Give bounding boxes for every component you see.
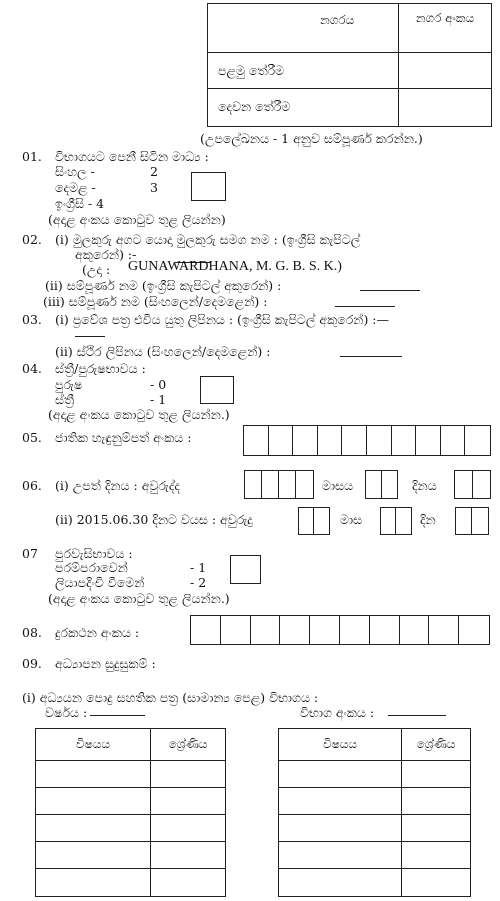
q01-code-sinhala: 2 — [150, 164, 158, 179]
q04-code-female: - 1 — [150, 392, 167, 407]
subject-cell[interactable] — [36, 761, 151, 788]
ol-results-table-right — [278, 728, 471, 897]
nic-number-boxes[interactable] — [243, 425, 491, 456]
first-choice-label: පළමු තේරීම — [218, 63, 285, 78]
q02-iii: (iii) සම්පූර්ණ නම (සිංහලෙන්/දෙමළෙන්) : — [43, 294, 268, 309]
grade-cell[interactable] — [402, 869, 471, 897]
grade-cell[interactable] — [402, 761, 471, 788]
subject-cell[interactable] — [36, 788, 151, 815]
q05-label: ජාතික හැඳුනුම්පත් අංකය : — [55, 430, 192, 445]
q02-example-prefix: (උදා : — [82, 262, 111, 277]
q01-option-tamil: දෙමළ - — [55, 180, 96, 195]
ol-index-label: විභාග අංකය : — [300, 705, 375, 720]
birth-day-boxes[interactable] — [454, 470, 491, 499]
subject-header: විෂයය — [36, 729, 151, 761]
q04-gender-box[interactable] — [200, 376, 234, 404]
q02-i-line2: අකුරෙන්) :- — [75, 247, 137, 262]
q01-medium-box[interactable] — [191, 172, 226, 201]
q07-citizenship-box[interactable] — [230, 555, 261, 584]
q07-note: (අදාළ අංකය කොටුව තුළ ලියන්න.) — [48, 591, 230, 606]
age-years-boxes[interactable] — [298, 507, 330, 535]
q03-ii: (ii) ස්ථිර ලිපිනය (සිංහලෙන්/දෙමළෙන්) : — [55, 344, 271, 359]
q06-ii-day-label: දින — [420, 512, 436, 527]
q01-code-tamil: 3 — [150, 180, 158, 195]
q03-number: 03. — [22, 312, 42, 327]
ol-exam-title: (i) අධ්‍යයන පොදු සහතික පත්‍ර (සාමාන්‍ය පෙළ) විභාගය : — [22, 690, 319, 705]
q04-number: 04. — [22, 361, 42, 376]
q04-note: (අදාළ අංකය කොටුව තුළ ලියන්න.) — [48, 407, 230, 422]
age-days-boxes[interactable] — [455, 507, 489, 535]
q06-ii-month-label: මාස — [340, 512, 363, 527]
grade-header: ශ්‍රේණිය — [151, 729, 226, 761]
subject-cell[interactable] — [36, 842, 151, 869]
subject-header: විෂයය — [279, 729, 402, 761]
q07-code-registration: - 2 — [190, 575, 207, 590]
grade-cell[interactable] — [151, 761, 226, 788]
q05-number: 05. — [22, 430, 42, 445]
q02-ii: (ii) සම්පූර්ණ නම (ඉංග්‍රීසි කැපිටල් අකුරෙන්) : — [45, 278, 282, 293]
q02-example-value: GUNAWARDHANA, M. G. B. S. K.) — [128, 259, 342, 274]
ol-results-table-left — [35, 728, 226, 897]
second-choice-label: දෙවන තේරීම — [218, 99, 291, 114]
ol-year-label: වර්ෂය : — [45, 705, 88, 720]
q07-option-registration: ලියාපදිංචි වීමෙන් — [55, 575, 145, 590]
q01-option-sinhala: සිංහල - — [55, 164, 95, 179]
q06-i-label: (i) උපත් දිනය : අවුරුද්ද — [55, 478, 180, 493]
subject-cell[interactable] — [36, 869, 151, 897]
q08-number: 08. — [22, 625, 42, 640]
q01-option-english: ඉංග්‍රීසි - 4 — [55, 196, 105, 211]
q02-number: 02. — [22, 232, 42, 247]
q07-number: 07 — [22, 546, 38, 561]
q04-code-male: - 0 — [150, 377, 167, 392]
table-header-city: නගරය — [320, 13, 355, 27]
subject-cell[interactable] — [36, 815, 151, 842]
grade-cell[interactable] — [402, 815, 471, 842]
subject-cell[interactable] — [279, 815, 402, 842]
age-months-boxes[interactable] — [380, 507, 412, 535]
q01-note: (අදාළ අංකය කොටුව තුළ ලියන්න) — [48, 212, 226, 227]
subject-cell[interactable] — [279, 761, 402, 788]
table-header-city-code: නගර අංකය — [415, 11, 475, 25]
q06-day-label: දිනය — [412, 478, 437, 493]
q01-number: 01. — [22, 149, 42, 164]
q07-code-descent: - 1 — [190, 560, 207, 575]
grade-cell[interactable] — [151, 788, 226, 815]
q08-label: දුරකථන අංකය : — [55, 625, 140, 640]
q06-month-label: මාසය — [322, 478, 354, 493]
phone-number-boxes[interactable] — [190, 615, 490, 645]
subject-cell[interactable] — [279, 842, 402, 869]
subject-cell[interactable] — [279, 788, 402, 815]
second-choice-code-field[interactable] — [400, 90, 491, 126]
q09-number: 09. — [22, 656, 42, 671]
q04-label: ස්ත්‍රී/පුරුෂභාවය : — [55, 361, 146, 376]
q09-label: අධ්‍යාපන සුදුසුකම් : — [55, 656, 156, 671]
grade-cell[interactable] — [402, 842, 471, 869]
q04-option-female: ස්ත්‍රී — [55, 392, 75, 407]
q06-number: 06. — [22, 478, 42, 493]
q03-i-line1: (i) ප්‍රවේශ පත්‍ර එවිය යුතු ලිපිනය : (ඉංග්‍රීසි කැපිටල් අකුරෙන්) :— — [55, 312, 389, 327]
q07-option-descent: පරම්පරාවෙන් — [55, 560, 128, 575]
grade-cell[interactable] — [151, 842, 226, 869]
first-choice-code-field[interactable] — [400, 54, 491, 87]
q06-ii-label: (ii) 2015.06.30 දිනට වයස : අවුරුදු — [55, 512, 253, 527]
grade-cell[interactable] — [402, 788, 471, 815]
subject-cell[interactable] — [279, 869, 402, 897]
birth-month-boxes[interactable] — [365, 470, 398, 499]
q02-i-line1: (i) මුලකුරු අගට යොදා මුලකුරු සමග නම : (ඉංග්‍රීසි කැපිටල් — [55, 232, 361, 247]
q07-label: පුරවැසිභාවය : — [55, 546, 133, 561]
grade-cell[interactable] — [151, 869, 226, 897]
grade-cell[interactable] — [151, 815, 226, 842]
second-choice-city-field[interactable] — [209, 90, 397, 126]
instruction: (උපලේඛනය - 1 අනුව සම්පූර්ණ කරන්න.) — [200, 131, 423, 146]
q01-label: විභාගයට පෙනී සිටින මාධ්‍ය : — [55, 149, 209, 164]
grade-header: ශ්‍රේණිය — [402, 729, 471, 761]
birth-year-boxes[interactable] — [244, 470, 314, 499]
q04-option-male: පුරුෂ — [55, 377, 83, 392]
first-choice-city-field[interactable] — [209, 54, 397, 87]
